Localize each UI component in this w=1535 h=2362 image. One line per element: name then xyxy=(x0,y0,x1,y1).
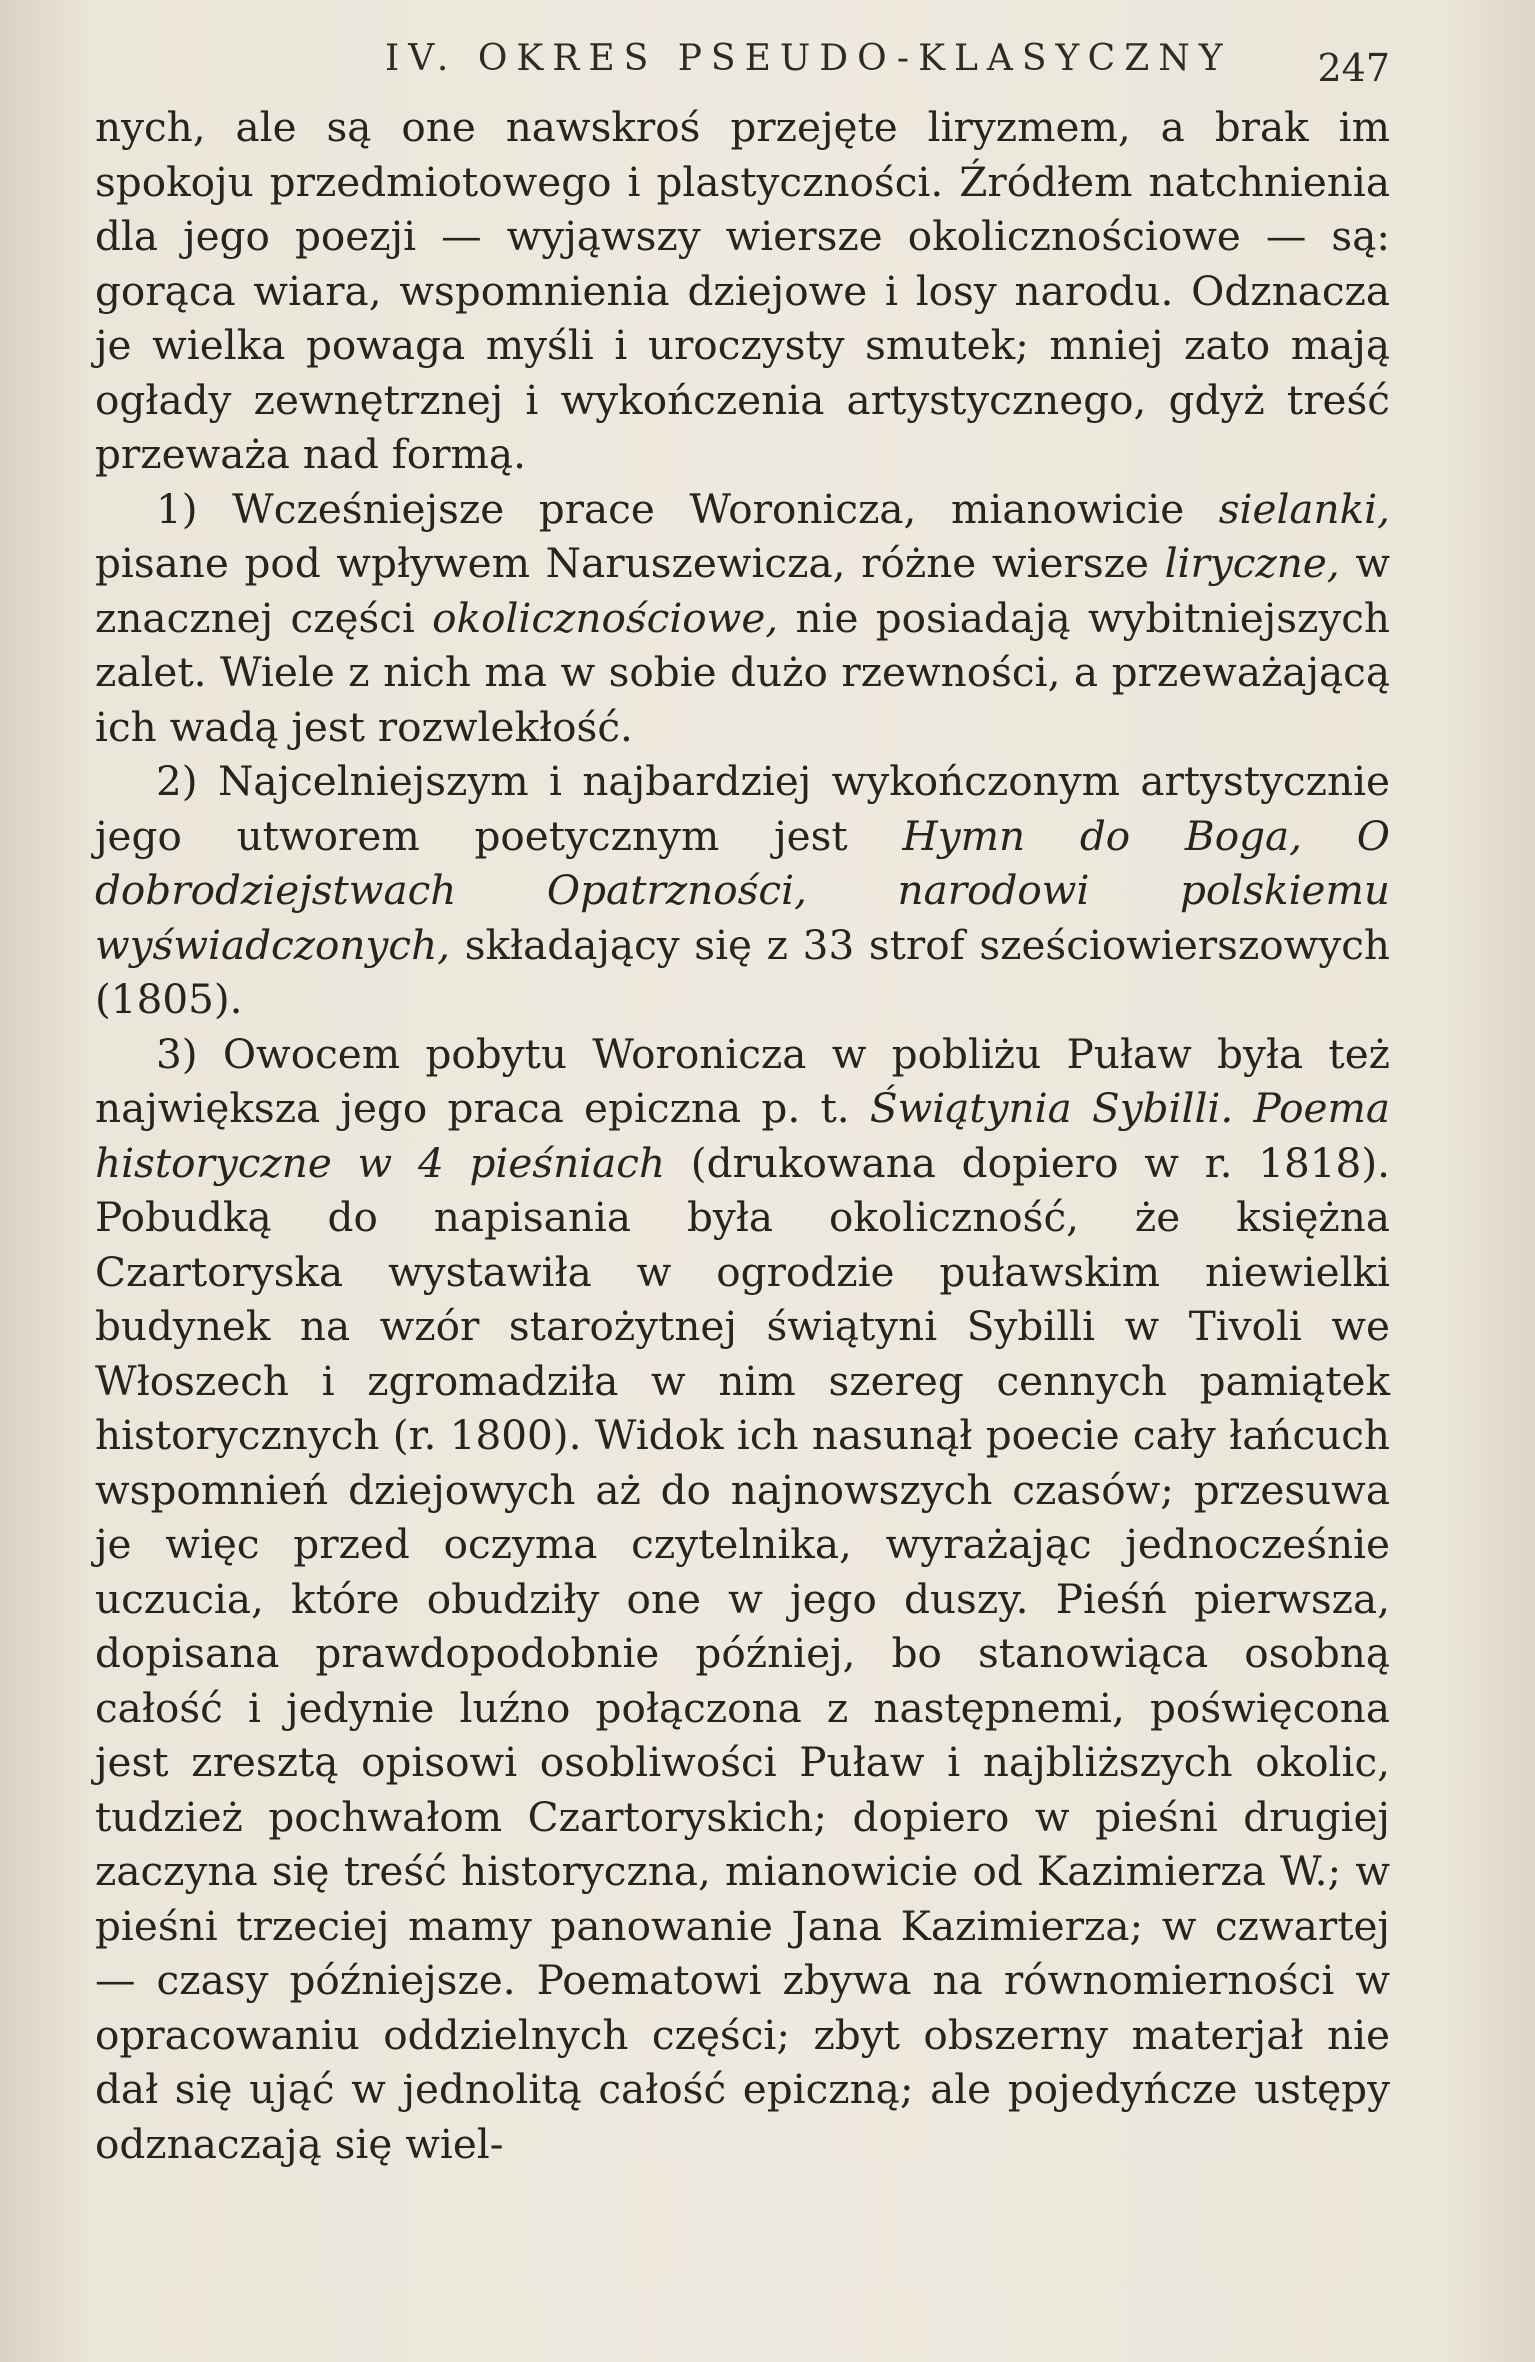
paragraph-2-hymn xyxy=(95,754,1390,1027)
text-segment: (drukowana dopiero w r. 1818). Pobudką do napisania była okoliczność, że księżna Czartoryska wystawiła w ogrodzie puławskim niewielki budynek na wzór starożytnej świątyni Sybilli w Tivoli we Włoszech i zgromadziła w nim szereg cennych pamiątek historycznych (r. 1800). Widok ich nasunął poecie cały łańcuch wspomnień dziejowych aż do najnowszych czasów; przesuwa je więc przed oczyma czytelnika, wyrażając jednocześnie uczucia, które obudziły one w jego duszy. Pieśń pierwsza, dopisana prawdopodobnie później, bo stanowiąca osobną całość i jedynie luźno połączona z następnemi, poświęcona jest zresztą opisowi osobliwości Puław i najbliższych okolic, tudzież pochwałom Czartoryskich; dopiero w pieśni drugiej zaczyna się treść historyczna, mianowicie od Kazimierza W.; w pieśni trzeciej mamy panowanie Jana Kazimierza; w czwartej — czasy późniejsze. Poematowi zbywa na równomierności w opracowaniu oddzielnych części; zbyt obszerny materjał nie dał się ująć w jednolitą całość epiczną; ale pojedyńcze ustępy odznaczają się wiel- xyxy=(95,1138,1390,2168)
paragraph-continuation xyxy=(95,100,1390,482)
text-segment: pisane pod wpływem Naruszewicza, różne wiersze xyxy=(95,539,1165,587)
italic-title-segment: sielanki, xyxy=(1218,484,1390,533)
paragraph-3-swiatynia-sybilli xyxy=(95,1027,1390,2172)
text-segment: składający się z 33 strof sześciowierszowych (1805). xyxy=(95,920,1390,1023)
text-segment: w znacznej części xyxy=(95,539,1391,642)
text-segment: 3) Owocem pobytu Woronicza w pobliżu Puław była też największa jego praca epiczna p. t. xyxy=(95,1029,1390,1132)
text-segment: 1) Wcześniejsze prace Woronicza, mianowicie xyxy=(156,484,1219,533)
italic-title-segment: okolicznościowe, xyxy=(432,593,779,642)
italic-title-segment: liryczne, xyxy=(1164,539,1340,587)
paragraph-1-early-works xyxy=(95,482,1390,755)
running-head: IV. OKRES PSEUDO-KLASYCZNY xyxy=(385,38,1232,79)
text-segment: nie posiadają wybitniejszych zalet. Wiele z nich ma w sobie dużo rzewności, a przeważającą ich wadą jest rozwlekłość. xyxy=(95,593,1390,751)
page-header xyxy=(95,28,1390,88)
text-segment: nych, ale są one nawskroś przejęte liryzmem, a brak im spokoju przedmiotowego i plastyczności. Źródłem natchnienia dla jego poezji — wyjąwszy wiersze okolicznościowe — są: gorąca wiara, wspomnienia dziejowe i losy narodu. Odznacza je wielka powaga myśli i uroczysty smutek; mniej zato mają ogłady zewnętrznej i wykończenia artystycznego, gdyż treść przeważa nad formą. xyxy=(95,103,1390,478)
text-segment: 2) Najcelniejszym i najbardziej wykończonym artystycznie jego utworem poetycznym jest xyxy=(95,757,1390,860)
body-text xyxy=(95,100,1390,2171)
italic-title-segment: Hymn do Boga, O dobrodziejstwach Opatrzności, narodowi polskiemu wyświadczonych, xyxy=(95,811,1390,969)
page-number: 247 xyxy=(1317,46,1390,90)
italic-title-segment: Świątynia Sybilli. Poema historyczne w 4 pieśniach xyxy=(95,1084,1391,1187)
